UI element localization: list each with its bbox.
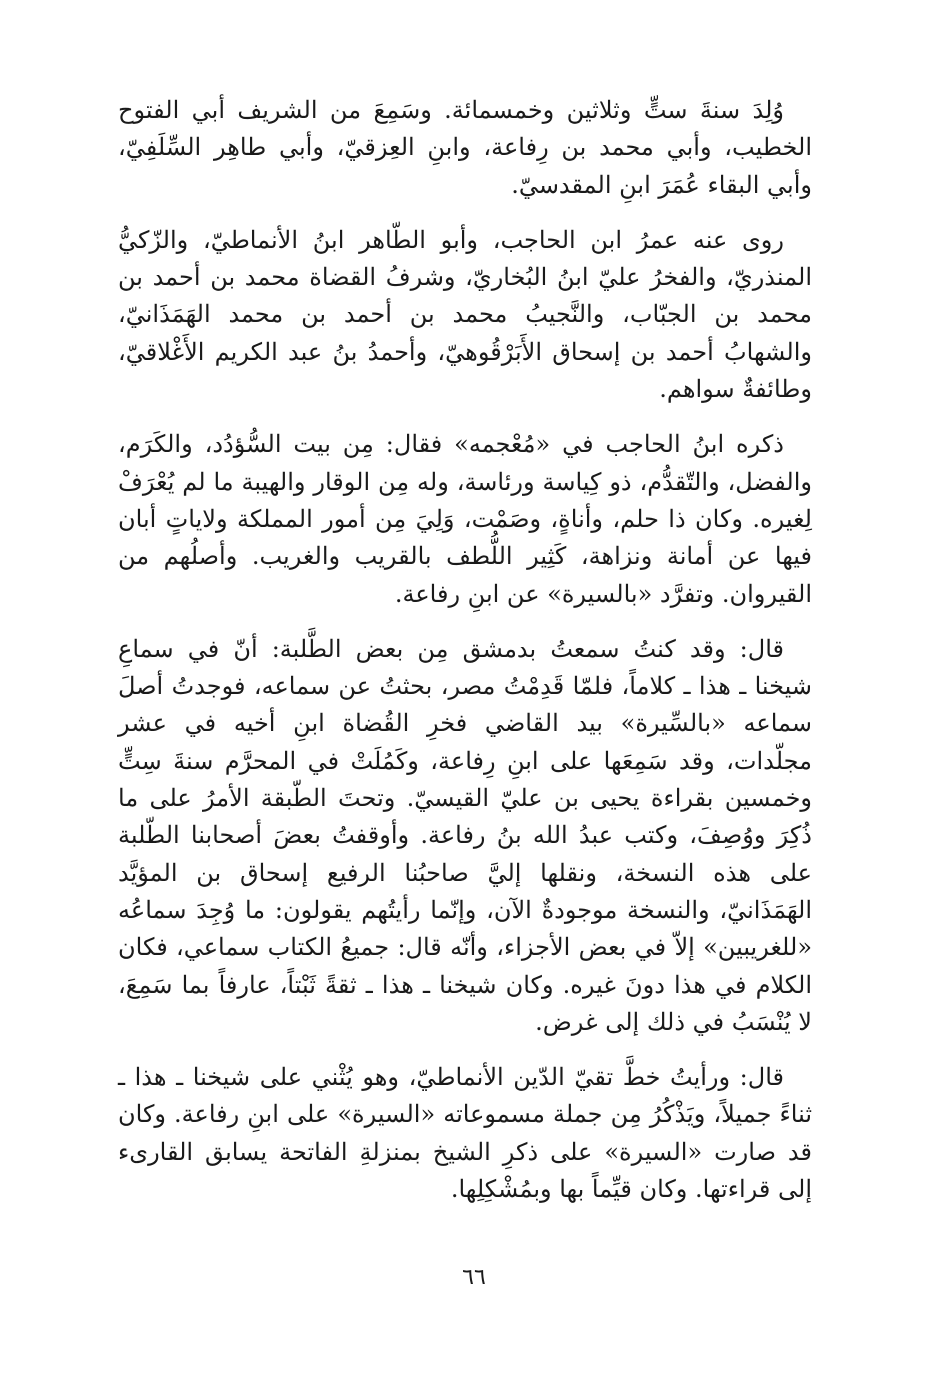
page-number: ٦٦	[462, 1265, 486, 1290]
paragraph-anmati: قال: ورأيتُ خطَّ تقيّ الدّين الأنماطيّ، وهو يُثْني على شيخنا ـ هذا ـ ثناءً جميلاً، ويَذْكُرُ مِن جملة مسموعاته «السيرة» على ابنِ رفاعة. وكان قد صارت «السيرة» على ذكرِ الشيخ بمنزلةِ الفاتحة يسابق القارىء إلى قراءتها. وكان قيِّماً بها وبمُشْكِلِها.	[118, 1063, 813, 1204]
paragraph-birth: وُلِدَ سنةَ ستٍّ وثلاثين وخمسمائة. وسَمِعَ من الشريف أبي الفتوح الخطيب، وأبي محمد بن رِفاعة، وابنِ العِزقيّ، وأبي طاهِر السِّلَفِيّ، وأبي البقاء عُمَرَ ابنِ المقدسيّ.	[118, 96, 812, 199]
paragraph-sira-hearing: قال: وقد كنتُ سمعتُ بدمشق مِن بعض الطَّلبة: أنّ في سماعِ شيخنا ـ هذا ـ كلاماً، فلمّا قَدِمْتُ مصر، بحثتُ عن سماعه، فوجدتُ أصلَ سماعه «بالسِّيرة» بيد القاضي فخرِ القُضاة ابنِ أخيه في عشر مجلّدات، وقد سَمِعَها على ابنِ رِفاعة، وكَمُلَتْ في المحرَّم سنةَ سِتٍّ وخمسين بقراءة يحيى بن عليّ القيسيّ. وتحتَ الطّبقة الأمرُ على ما ذُكِرَ ووُصِفَ، وكتب عبدُ الله بنُ رفاعة. وأوقفتُ بعضَ أصحابنا الطّلبة على هذه النسخة، ونقلها إليَّ صاحبُنا الرفيع إسحاق بن المؤيَّد الهَمَذَانيّ، والنسخة موجودةٌ الآن، وإنّما رأيتُهم يقولون: ما وُجِدَ سماعُه «للغريبين» إلاّ في بعض الأجزاء، وأنّه قال: جميعُ الكتاب سماعي، فكان الكلام في هذا دونَ غيره. وكان شيخنا ـ هذا ـ ثقةً ثَبْتاً، عارفاً بما سَمِعَ، لا يُنْسَبُ في ذلك إلى غرض.	[118, 634, 812, 1036]
paragraph-ibn-hajib: ذكره ابنُ الحاجب في «مُعْجمه» فقال: مِن بيت السُّؤدُد، والكَرَم، والفضل، والتّقدُّم، ذو كِياسة ورئاسة، وله مِن الوقار والهيبة ما لم يُعْرَفْ لِغيره. وكان ذا حلم، وأناةٍ، وصَمْت، وَلِيَ مِن أمور المملكة ولاياتٍ أبان فيها عن أمانة ونزاهة، كَثِير اللُّطف بالقريب والغريب. وأصلُهم من القيروان. وتفرَّد «بالسيرة» عن ابنِ رفاعة.	[118, 430, 812, 608]
body-text	[118, 92, 812, 1226]
paragraph-narrators: روى عنه عمرُ ابن الحاجب، وأبو الطّاهر ابنُ الأنماطيّ، والزّكيُّ المنذريّ، والفخرُ عليّ ابنُ البُخاريّ، وشرفُ القضاة محمد بن أحمد بن محمد بن الجبّاب، والنَّجيبُ محمد بن أحمد بن محمد الهَمَذَانيّ، والشهابُ أحمد بن إسحاق الأَبَرْقُوهيّ، وأحمدُ بنُ عبد الكريم الأَغْلاقيّ، وطائفةٌ سواهم.	[118, 225, 812, 404]
